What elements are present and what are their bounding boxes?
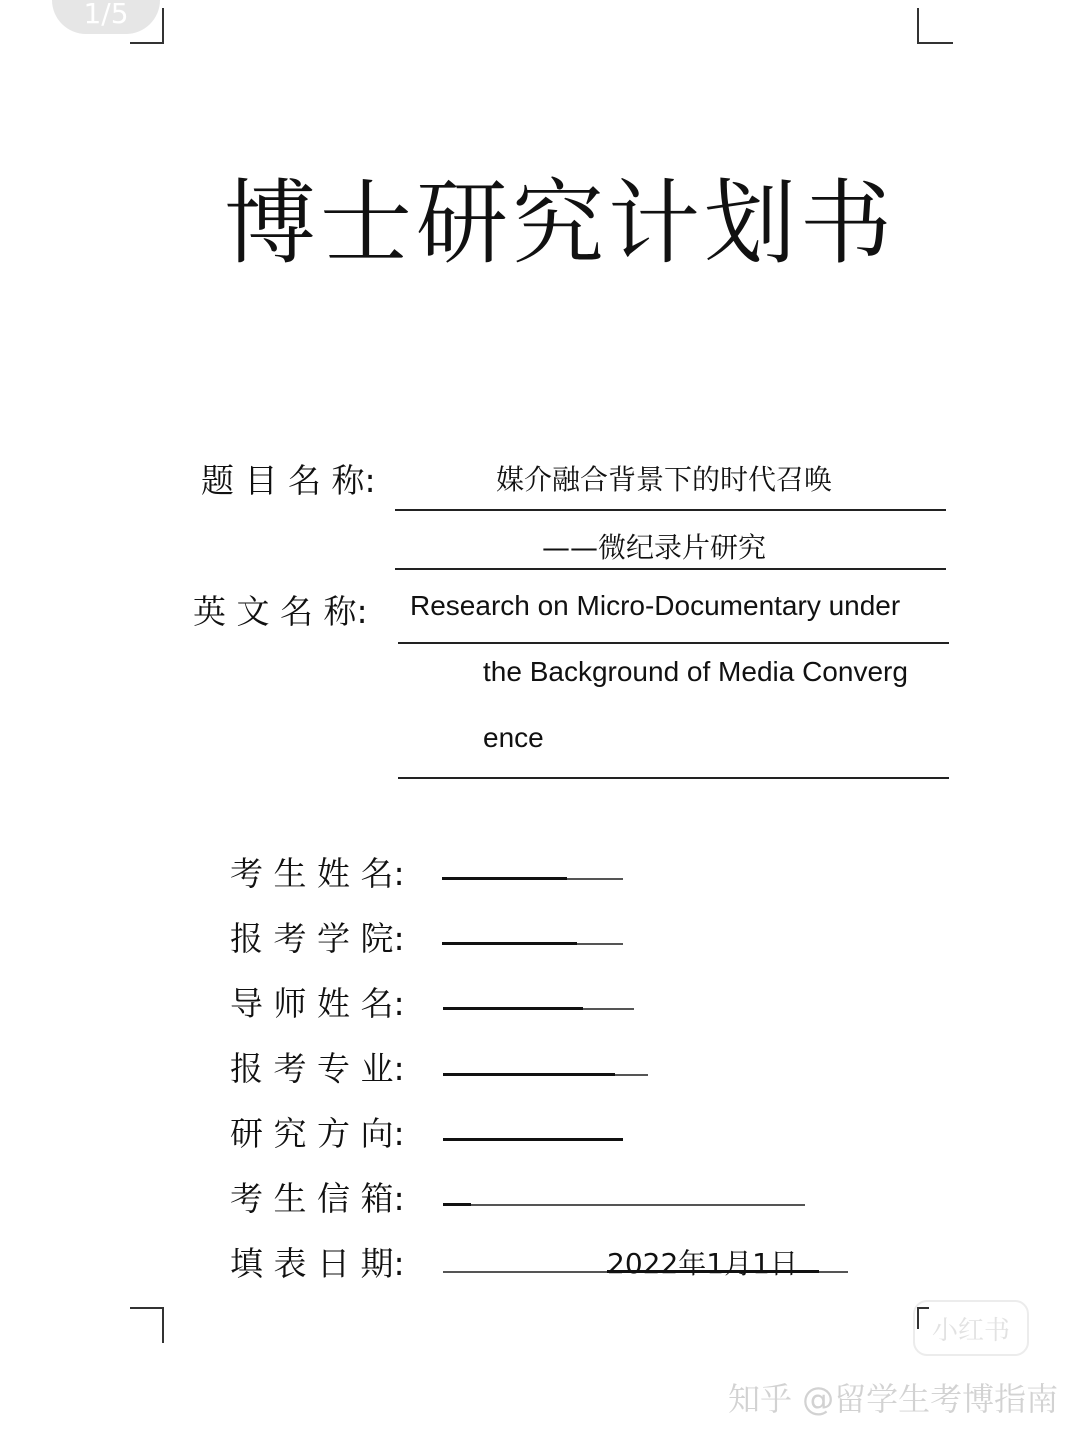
date-value: 2022年1月1日 [607, 1247, 798, 1280]
major-line [615, 1074, 648, 1076]
major-label: 报 考 专 业: [230, 1049, 405, 1088]
corner-mark-bottom-left [130, 1307, 164, 1343]
topic-underline-2 [395, 568, 946, 570]
college-line-bold [442, 942, 577, 945]
topic-line-2: ——微纪录片研究 [542, 531, 767, 564]
platform-watermark: 知乎 @留学生考博指南 [728, 1380, 1059, 1418]
topic-line-1: 媒介融合背景下的时代召唤 [496, 463, 833, 496]
date-line-bold [607, 1270, 819, 1273]
college-label: 报 考 学 院: [230, 919, 405, 958]
document-title: 博士研究计划书 [223, 170, 896, 277]
direction-label: 研 究 方 向: [230, 1114, 405, 1153]
english-underline-2 [398, 777, 949, 779]
corner-mark-top-left [130, 8, 164, 44]
candidate-name-line-bold [442, 877, 567, 880]
english-title-line-1: Research on Micro-Documentary under [410, 590, 901, 621]
email-line [471, 1204, 805, 1206]
candidate-name-label: 考 生 姓 名: [230, 854, 405, 893]
english-underline-1 [398, 642, 949, 644]
email-line-bold [443, 1203, 471, 1206]
english-title-line-2: the Background of Media Converg [483, 656, 908, 687]
page-indicator: 1/5 [52, 0, 160, 34]
direction-line-bold [443, 1138, 623, 1141]
platform-logo-watermark: 小红书 [913, 1300, 1029, 1356]
date-label: 填 表 日 期: [230, 1244, 405, 1283]
topic-label: 题 目 名 称: [201, 461, 376, 500]
major-line-bold [443, 1073, 615, 1076]
corner-mark-top-right [917, 8, 953, 44]
candidate-name-line [567, 878, 623, 880]
english-title-line-3: ence [483, 722, 544, 753]
supervisor-line-bold [443, 1007, 583, 1010]
college-line [577, 943, 623, 945]
email-label: 考 生 信 箱: [230, 1179, 405, 1218]
supervisor-line [583, 1008, 634, 1010]
english-title-label: 英 文 名 称: [193, 592, 368, 631]
topic-underline-1 [395, 509, 946, 511]
supervisor-label: 导 师 姓 名: [230, 984, 405, 1023]
